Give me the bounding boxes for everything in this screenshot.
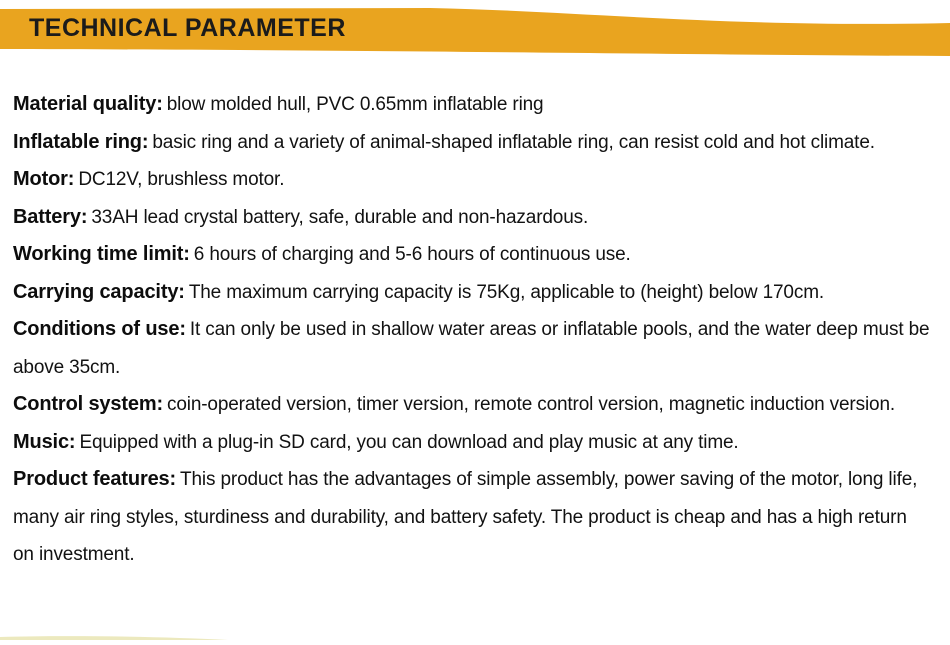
spec-text: coin-operated version, timer version, remote control version, magnetic induction version. bbox=[167, 394, 895, 415]
spec-text: basic ring and a variety of animal-shaped inflatable ring, can resist cold and hot climate. bbox=[152, 131, 875, 153]
spec-label: Conditions of use: bbox=[13, 318, 186, 340]
spec-text: DC12V, brushless motor. bbox=[78, 169, 285, 190]
section-title: TECHNICAL PARAMETER bbox=[29, 14, 346, 42]
spec-label: Product features: bbox=[13, 468, 177, 490]
section-header-banner bbox=[0, 0, 950, 62]
spec-row-music bbox=[13, 424, 931, 462]
spec-list bbox=[13, 86, 931, 574]
spec-row-control-system bbox=[13, 386, 931, 424]
next-banner-edge-shape bbox=[0, 633, 230, 640]
spec-text: The maximum carrying capacity is 75Kg, applicable to (height) below 170cm. bbox=[188, 281, 825, 303]
spec-row-working-time-limit bbox=[13, 236, 931, 274]
spec-row-inflatable-ring bbox=[13, 124, 931, 162]
spec-row-battery bbox=[13, 199, 931, 237]
spec-row-product-features bbox=[13, 461, 931, 574]
spec-text: blow molded hull, PVC 0.65mm inflatable ring bbox=[166, 94, 544, 115]
next-banner-edge-path bbox=[0, 636, 228, 640]
spec-label: Control system: bbox=[13, 393, 163, 415]
spec-label: Working time limit: bbox=[13, 243, 190, 265]
spec-text: 6 hours of charging and 5-6 hours of continuous use. bbox=[193, 244, 631, 265]
spec-row-motor bbox=[13, 161, 931, 199]
spec-row-material-quality bbox=[13, 86, 931, 124]
spec-text: It can only be used in shallow water areas or inflatable pools, and the water deep must be above 35cm. bbox=[13, 319, 930, 378]
spec-label: Carrying capacity: bbox=[13, 280, 185, 303]
next-banner-edge bbox=[0, 627, 230, 634]
spec-label: Music: bbox=[13, 430, 76, 453]
spec-label: Inflatable ring: bbox=[13, 130, 149, 153]
spec-text: This product has the advantages of simple assembly, power saving of the motor, long life, many air ring styles, sturdiness and durability, and battery safety. The product is cheap and has a high return on investment. bbox=[13, 469, 918, 565]
spec-text: 33AH lead crystal battery, safe, durable and non-hazardous. bbox=[91, 206, 589, 228]
spec-label: Battery: bbox=[13, 205, 88, 228]
spec-row-conditions-of-use bbox=[13, 311, 931, 386]
spec-row-carrying-capacity bbox=[13, 274, 931, 312]
spec-text: Equipped with a plug-in SD card, you can download and play music at any time. bbox=[79, 431, 739, 453]
spec-label: Motor: bbox=[13, 168, 75, 190]
spec-label: Material quality: bbox=[13, 93, 163, 115]
